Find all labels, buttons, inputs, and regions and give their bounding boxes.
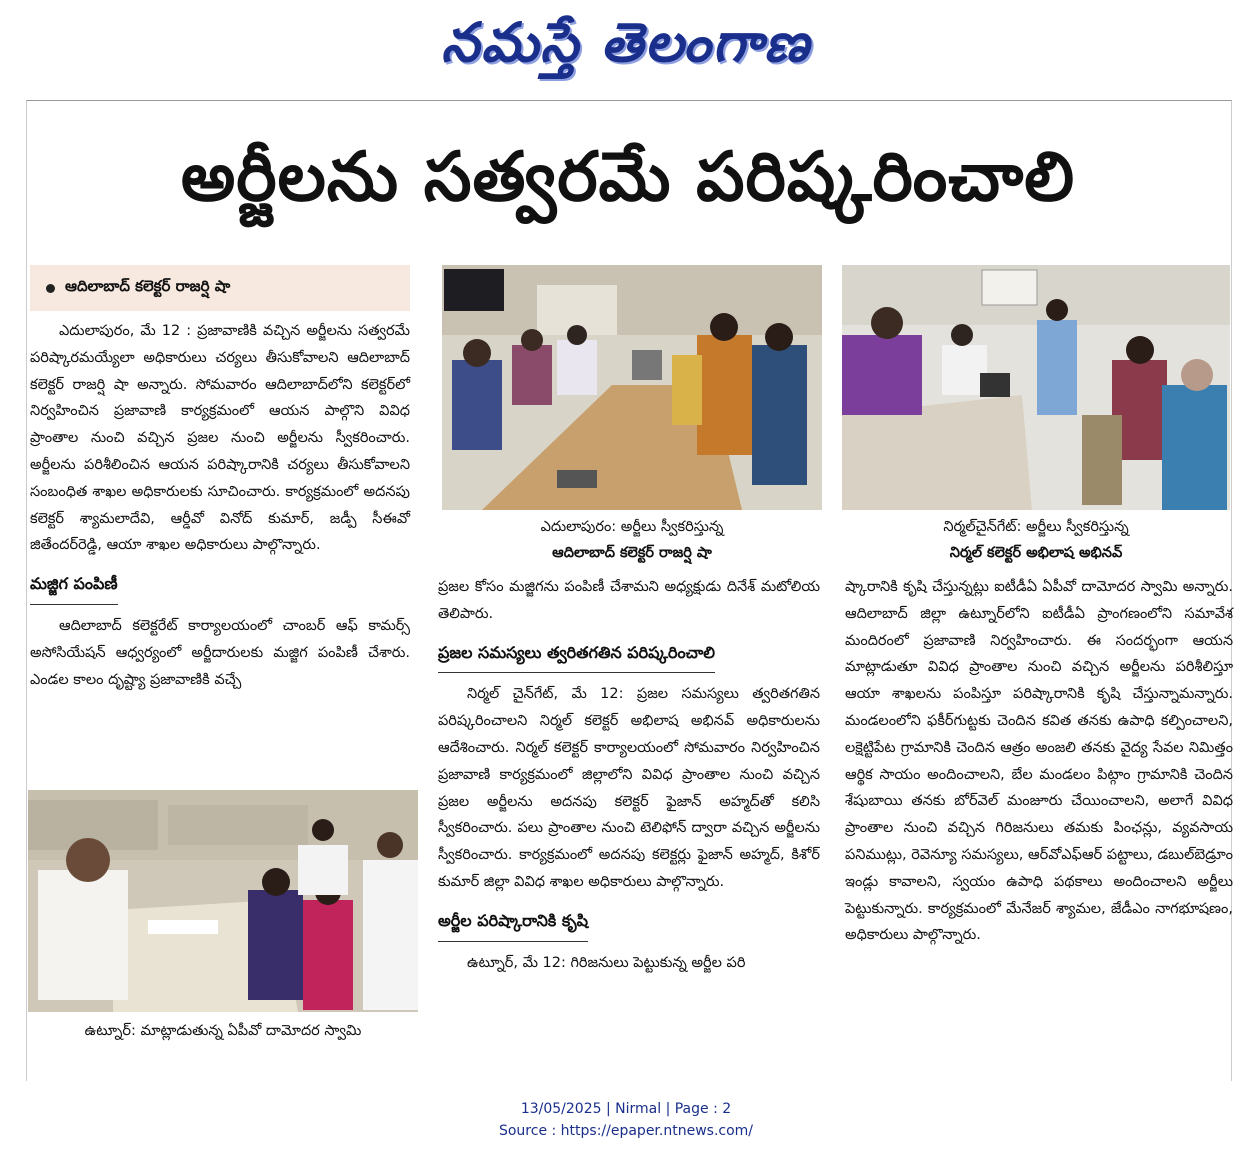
subheading: అర్జీల పరిష్కారానికి కృషి (438, 908, 588, 942)
photo-caption (28, 1018, 418, 1044)
caption-line: ఉట్నూర్: మాట్లాడుతున్న ఏపీవో దామోదర స్వామి (84, 1023, 362, 1039)
footer-source-link[interactable]: Source : https://epaper.ntnews.com/ (498, 1123, 754, 1139)
column-middle (438, 574, 820, 976)
masthead (0, 0, 1252, 90)
photo-utnoor (28, 790, 418, 1012)
byline-text: ఆదిలాబాద్ కలెక్టర్ రాజర్షి షా (65, 277, 231, 295)
caption-line: ఎదులాపురం: అర్జీలు స్వీకరిస్తున్న (540, 519, 724, 535)
byline (30, 265, 410, 311)
article-paragraph: ఎదులాపురం, మే 12 : ప్రజావాణికి వచ్చిన అర్జీలను సత్వరమే పరిష్కారమయ్యేలా అధికారులు చర్యలు తీసుకోవాలని ఆదిలాబాద్ కలెక్టర్ రాజర్షి షా అన్నారు. సోమవారం ఆదిలాబాద్‌లోని కలెక్టర్‌లో నిర్వహించిన ప్రజావాణి కార్యక్రమంలో ఆయన పాల్గొని వివిధ ప్రాంతాల నుంచి వచ్చిన ప్రజల నుంచి అర్జీలను స్వీకరించారు. అర్జీలను పరిశీలించిన ఆయన పరిష్కారానికి చర్యలు తీసుకోవాలని సంబంధిత శాఖల అధికారులకు సూచించారు. కార్యక్రమంలో అదనపు కలెక్టర్ శ్యామలాదేవి, ఆర్డీవో వినోద్ కుమార్, జడ్పీ సీఈవో జితేందర్‌రెడ్డి, ఆయా శాఖల అధికారులు పాల్గొన్నారు. (30, 323, 410, 554)
photo-caption (842, 514, 1230, 566)
article-paragraph: నిర్మల్ చైన్‌గేట్, మే 12: ప్రజల సమస్యలు త్వరితగతిన పరిష్కరించాలని నిర్మల్ కలెక్టర్ అభిలాష అభినవ్ అధికారులను ఆదేశించారు. నిర్మల్ కలెక్టర్ కార్యాలయంలో సోమవారం నిర్వహించిన ప్రజావాణి కార్యక్రమంలో జిల్లాలోని వివిధ ప్రాంతాల నుంచి వచ్చిన ప్రజల అర్జీలను అదనపు కలెక్టర్ ఫైజాన్ అహ్మద్‌తో కలిసి స్వీకరించారు. పలు ప్రాంతాల నుంచి టెలిఫోన్ ద్వారా వచ్చిన అర్జీలను స్వీకరించారు. కార్యక్రమంలో అదనపు కలెక్టర్లు ఫైజాన్ అహ్మద్, కిశోర్ కుమార్ జిల్లా వివిధ శాఖల అధికారులు పాల్గొన్నారు. (438, 686, 820, 890)
article-paragraph: ప్రజల కోసం మజ్జిగను పంపిణీ చేశామని అధ్యక్షుడు దినేశ్ మటోలియ తెలిపారు. (438, 579, 820, 622)
newspaper-title: నమస్తే తెలంగాణ (441, 10, 811, 74)
subheading: మజ్జిగ పంపిణీ (30, 571, 118, 605)
footer-date-page: 13/05/2025 | Nirmal | Page : 2 (520, 1101, 732, 1117)
bullet-icon (46, 284, 55, 293)
column-right (845, 574, 1233, 949)
article-paragraph: ష్కారానికి కృషి చేస్తున్నట్లు ఐటీడీఏ ఏపీవో దామోదర స్వామి అన్నారు. ఆదిలాబాద్ జిల్లా ఉట్నూర్‌లోని ఐటీడీఏ ప్రాంగణంలోని సమావేశ మందిరంలో ప్రజావాణి నిర్వహించారు. ఈ సందర్భంగా ఆయన మాట్లాడుతూ వివిధ ప్రాంతాల నుంచి వచ్చిన అర్జీలను పరిశీలిస్తూ ఆయా శాఖలను పంపిస్తూ పరిష్కారానికి కృషి చేస్తున్నామన్నారు. మండలంలోని ఫకీర్‌గుట్టకు చెందిన కవిత తనకు ఉపాధి కల్పించాలని, లక్షెట్టిపేట గ్రామానికి చెందిన ఆత్రం అంజలి తనకు వైద్య సేవల నిమిత్తం ఆర్థిక సాయం అందించాలని, బేల మండలం పిట్గాం గ్రామానికి చెందిన శేషుబాయి తనకు బోర్‌వెల్ మంజూరు చేయించాలని, అలాగే వివిధ ప్రాంతాల నుంచి వచ్చిన గిరిజనులు తమకు పింఛన్లు, వ్యవసాయ పనిముట్లు, రెవెన్యూ సమస్యలు, ఆర్‌వోఎఫ్ఆర్ పట్టాలు, డబుల్‌బెడ్రూం ఇండ్లు కావాలని, స్వయం ఉపాధి పథకాలు అందించాలని అర్జీలు పెట్టుకున్నారు. కార్యక్రమంలో మేనేజర్ శ్యామల, జేడీఎం నాగభూషణం, అధికారులు పాల్గొన్నారు. (845, 579, 1233, 944)
subheading: ప్రజల సమస్యలు త్వరితగతిన పరిష్కరించాలి (438, 640, 715, 674)
caption-line: నిర్మల్ కలెక్టర్ అభిలాష అభినవ్ (949, 545, 1123, 561)
caption-line: ఆదిలాబాద్ కలెక్టర్ రాజర్షి షా (552, 545, 712, 561)
photo-nirmal-meeting (842, 265, 1230, 510)
article-paragraph: ఆదిలాబాద్ కలెక్టరేట్ కార్యాలయంలో చాంబర్ ఆఫ్ కామర్స్ అసోసియేషన్ ఆధ్వర్యంలో అర్జీదారులకు మజ్జిగ పంపిణీ చేశారు. ఎండల కాలం దృష్ట్యా ప్రజావాణికి వచ్చే (30, 617, 410, 688)
column-left (30, 318, 410, 693)
footer (0, 1098, 1252, 1142)
caption-line: నిర్మల్‌చైన్‌గేట్: అర్జీలు స్వీకరిస్తున్న (943, 519, 1129, 535)
photo-caption (442, 514, 822, 566)
headline: అర్జీలను సత్వరమే పరిష్కరించాలి (180, 138, 1076, 217)
photo-adilabad-meeting (442, 265, 822, 510)
article-paragraph: ఉట్నూర్, మే 12: గిరిజనులు పెట్టుకున్న అర్జీల పరి (467, 954, 746, 971)
